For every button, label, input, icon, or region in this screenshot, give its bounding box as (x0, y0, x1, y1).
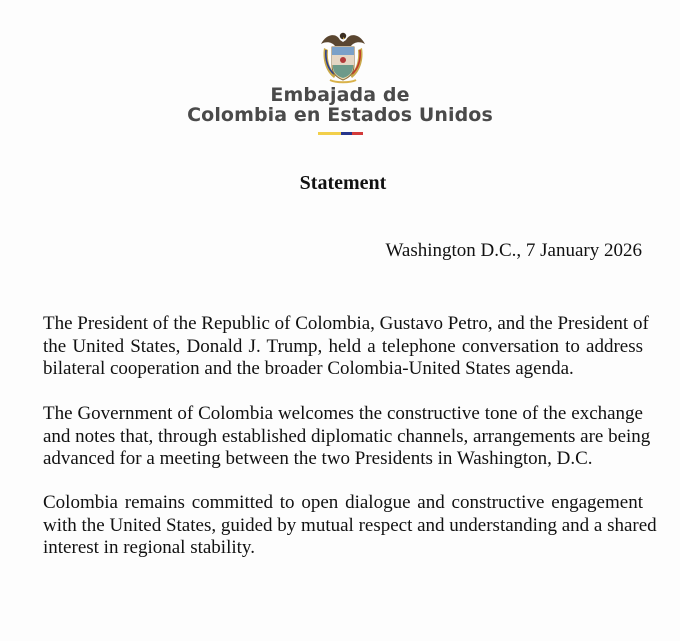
paragraph-line: bilateral cooperation and the broader Colombia-United States agenda. (43, 358, 574, 379)
paragraph-line: The Government of Colombia welcomes the constructive tone of the exchange (43, 403, 643, 424)
dateline: Washington D.C., 7 January 2026 (385, 240, 642, 261)
colombia-coat-of-arms-icon (318, 28, 368, 84)
paragraph-line: and notes that, through established diplomatic channels, arrangements are being (43, 425, 651, 447)
paragraph-line: The President of the Republic of Colombia, Gustavo Petro, and the President of (43, 313, 649, 334)
paragraph-line: advanced for a meeting between the two Presidents in Washington, D.C. (43, 448, 593, 469)
document-title: Statement (299, 172, 387, 194)
paragraph-line: the United States, Donald J. Trump, held a telephone conversation to address (43, 335, 643, 357)
paragraph-line: Colombia remains committed to open dialogue and constructive engagement (43, 492, 643, 513)
org-name-line2: Colombia en Estados Unidos (187, 104, 493, 126)
paragraph-line: with the United States, guided by mutual respect and understanding and a shared (43, 514, 657, 536)
paragraph-line: interest in regional stability. (43, 537, 255, 558)
paragraph-3 (43, 492, 657, 560)
flag-stripe-red (352, 132, 363, 135)
paragraph-2 (43, 403, 651, 471)
colombia-flag-bar (318, 132, 363, 135)
paragraph-1 (43, 313, 649, 381)
flag-stripe-blue (341, 132, 352, 135)
org-name-line1: Embajada de (270, 84, 410, 106)
flag-stripe-yellow (318, 132, 341, 135)
